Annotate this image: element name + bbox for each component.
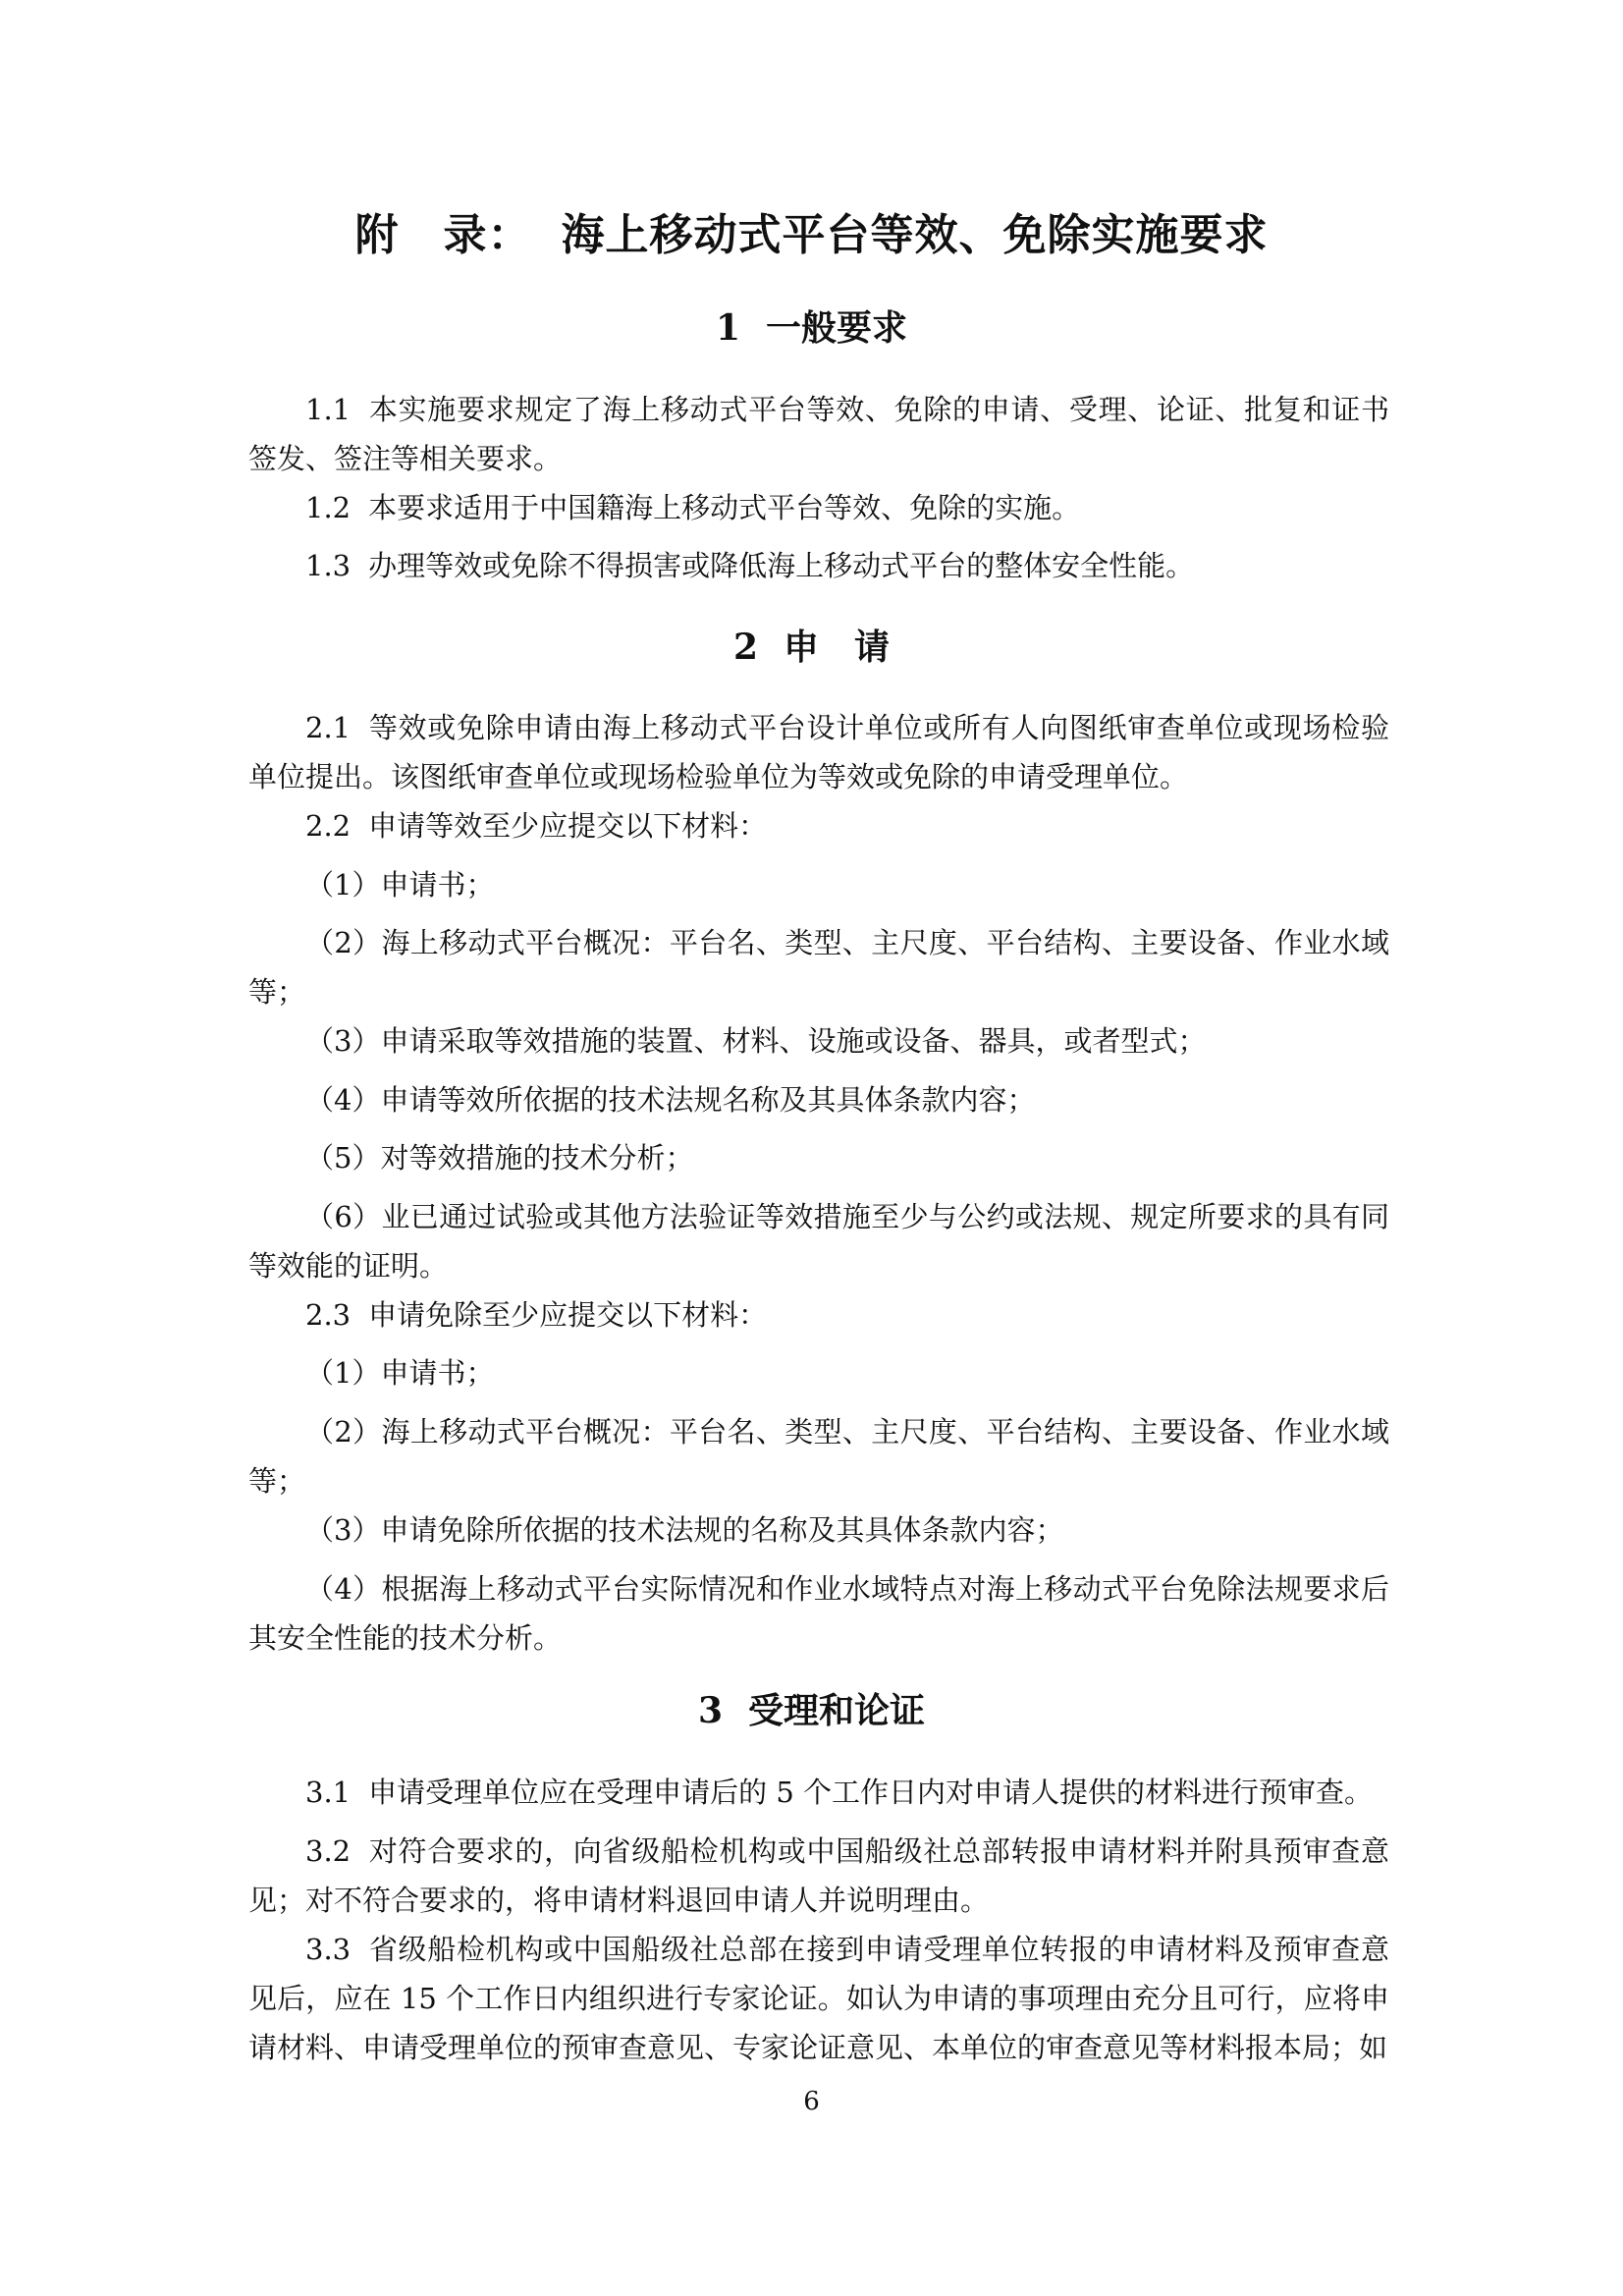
list-item-text: （1）申请书； — [305, 868, 495, 902]
paragraph-number: 3.2 — [305, 1834, 352, 1868]
title-prefix: 附 录： — [354, 210, 532, 260]
list-item-text: （4）根据海上移动式平台实际情况和作业水域特点对海上移动式平台免除法规要求后其安全性能的技术分析。 — [248, 1572, 1389, 1655]
paragraph-text: 本要求适用于中国籍海上移动式平台等效、免除的实施。 — [368, 491, 1081, 524]
paragraph-3-3 — [248, 1925, 1389, 2072]
list-item-text: （2）海上移动式平台概况：平台名、类型、主尺度、平台结构、主要设备、作业水域等； — [248, 1415, 1389, 1498]
list-item-text: （2）海上移动式平台概况：平台名、类型、主尺度、平台结构、主要设备、作业水域等； — [248, 926, 1389, 1009]
paragraph-text: 办理等效或免除不得损害或降低海上移动式平台的整体安全性能。 — [368, 549, 1195, 582]
paragraph-1-2 — [248, 483, 1389, 532]
list-item — [248, 1505, 1389, 1555]
paragraph-number: 2.1 — [305, 711, 352, 744]
paragraph-2-3 — [248, 1290, 1389, 1339]
section-3-title: 受理和论证 — [748, 1690, 926, 1731]
paragraph-text: 申请等效至少应提交以下材料： — [368, 809, 768, 843]
paragraph-number: 3.1 — [305, 1776, 352, 1809]
list-item — [248, 1192, 1389, 1290]
list-item — [248, 1075, 1389, 1124]
paragraph-text: 等效或免除申请由海上移动式平台设计单位或所有人向图纸审查单位或现场检验单位提出。该图纸审查单位或现场检验单位为等效或免除的申请受理单位。 — [248, 711, 1389, 793]
paragraph-text: 本实施要求规定了海上移动式平台等效、免除的申请、受理、论证、批复和证书签发、签注等相关要求。 — [248, 393, 1389, 475]
paragraph-number: 2.2 — [305, 809, 352, 843]
list-item — [248, 1133, 1389, 1182]
paragraph-1-3 — [248, 541, 1389, 590]
paragraph-number: 3.3 — [305, 1933, 352, 1966]
paragraph-number: 1.3 — [305, 549, 352, 582]
list-item-text: （3）申请采取等效措施的装置、材料、设施或设备、器具，或者型式； — [305, 1024, 1207, 1058]
paragraph-number: 1.1 — [305, 393, 352, 426]
section-1-heading — [0, 302, 1623, 354]
paragraph-3-2 — [248, 1827, 1389, 1925]
list-item — [248, 1016, 1389, 1066]
list-item-text: （5）对等效措施的技术分析； — [305, 1141, 694, 1175]
section-2-title: 申 请 — [784, 627, 891, 668]
section-1-title: 一般要求 — [766, 307, 908, 349]
paragraph-text: 申请免除至少应提交以下材料： — [368, 1298, 768, 1332]
paragraph-number: 2.3 — [305, 1298, 352, 1332]
list-item-text: （1）申请书； — [305, 1356, 495, 1390]
section-2-number: 2 — [732, 627, 759, 668]
title-main: 海上移动式平台等效、免除实施要求 — [561, 210, 1269, 260]
paragraph-3-1 — [248, 1768, 1389, 1817]
paragraph-text: 省级船检机构或中国船级社总部在接到申请受理单位转报的申请材料及预审查意见后，应在 15 个工作日内组织进行专家论证。如认为申请的事项理由充分且可行，应将申请材料、申请受理单位的预审查意见、专家论证意见、本单位的审查意见等材料报本局；如 — [248, 1933, 1389, 2064]
list-item — [248, 1564, 1389, 1663]
paragraph-number: 1.2 — [305, 491, 352, 524]
paragraph-1-1 — [248, 385, 1389, 483]
list-item — [248, 1348, 1389, 1397]
section-1-number: 1 — [715, 307, 741, 349]
section-3-heading — [0, 1685, 1623, 1736]
list-item — [248, 860, 1389, 909]
section-3-number: 3 — [697, 1690, 724, 1731]
list-item-text: （3）申请免除所依据的技术法规的名称及其具体条款内容； — [305, 1513, 1064, 1547]
paragraph-text: 对符合要求的，向省级船检机构或中国船级社总部转报申请材料并附具预审查意见；对不符合要求的，将申请材料退回申请人并说明理由。 — [248, 1834, 1389, 1917]
section-2-heading — [0, 622, 1623, 673]
list-item — [248, 918, 1389, 1016]
list-item-text: （6）业已通过试验或其他方法验证等效措施至少与公约或法规、规定所要求的具有同等效能的证明。 — [248, 1200, 1389, 1283]
page-title — [0, 206, 1623, 265]
paragraph-2-1 — [248, 703, 1389, 801]
paragraph-text: 申请受理单位应在受理申请后的 5 个工作日内对申请人提供的材料进行预审查。 — [368, 1776, 1374, 1809]
page-number: 6 — [803, 2087, 820, 2116]
paragraph-2-2 — [248, 801, 1389, 850]
list-item-text: （4）申请等效所依据的技术法规名称及其具体条款内容； — [305, 1083, 1036, 1117]
list-item — [248, 1407, 1389, 1505]
